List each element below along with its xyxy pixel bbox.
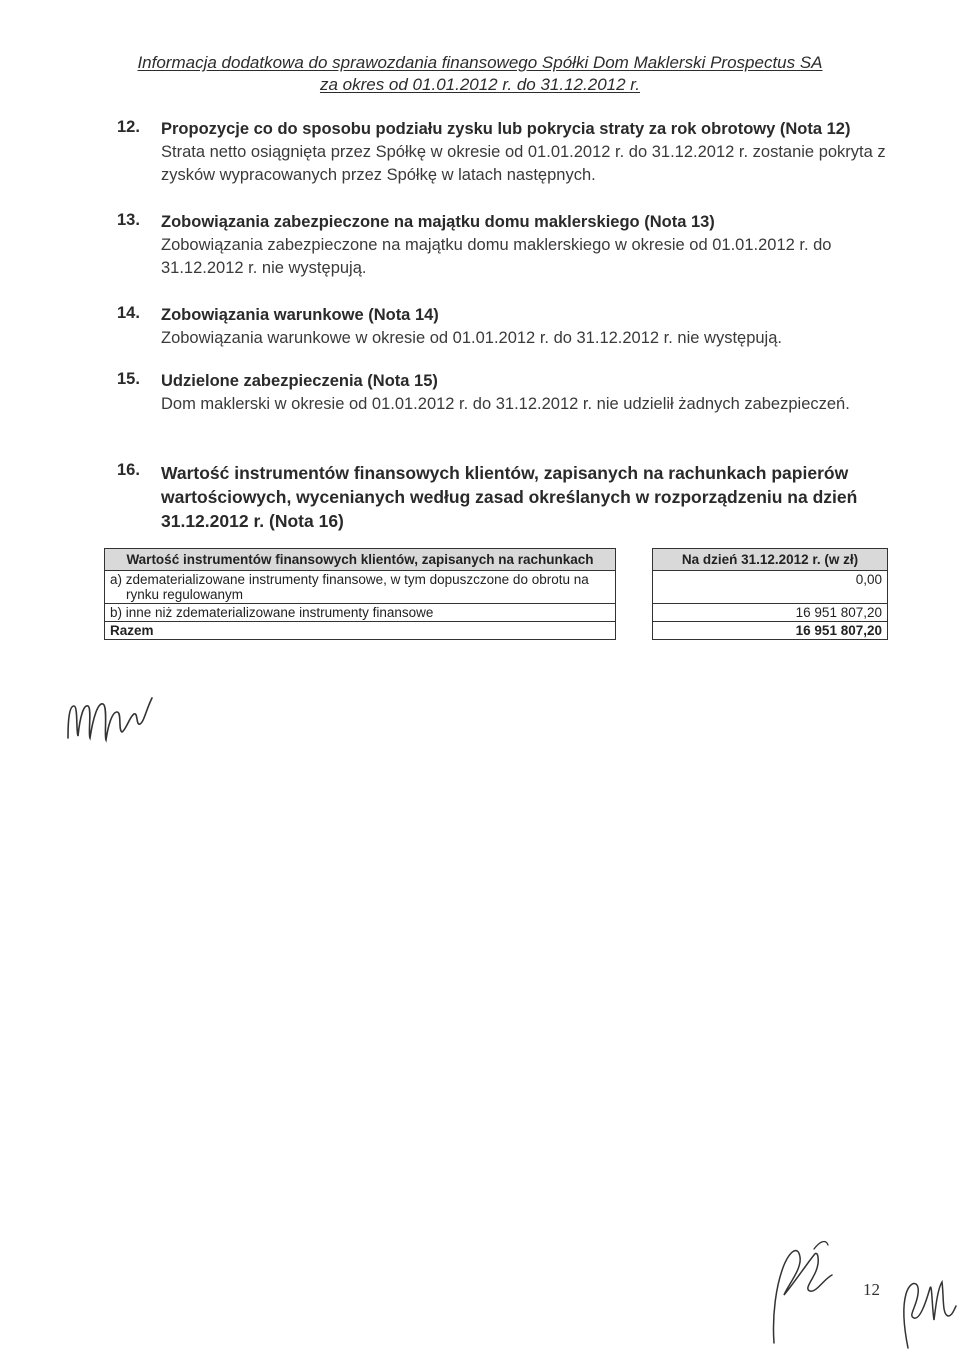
section-number: 13. [117,211,140,229]
section-number: 16. [117,461,140,479]
section-number: 15. [117,370,140,388]
header-line-2: za okres od 01.01.2012 r. do 31.12.2012 r. [319,75,641,94]
row-label: a) zdematerializowane instrumenty finansowe, w tym dopuszczone do obrotu na [110,572,589,587]
section-body: Dom maklerski w okresie od 01.01.2012 r. do 31.12.2012 r. nie udzielił żadnych zabezpieczeń. [161,395,850,413]
row-value: 0,00 [653,571,888,604]
table-header-row [105,549,888,571]
table-row [105,571,888,604]
row-label: b) inne niż zdematerializowane instrumenty finansowe [105,604,616,622]
section-14 [117,304,887,350]
section-number: 14. [117,304,140,322]
table-row [105,604,888,622]
row-value: 16 951 807,20 [653,622,888,640]
section-title: Zobowiązania zabezpieczone na majątku domu maklerskiego (Nota 13) [161,213,715,231]
section-title: Wartość instrumentów finansowych klientów, zapisanych na rachunkach papierów wartościowych, wycenianych według zasad określanych w rozporządzeniu na dzień 31.12.2012 r. (Nota 16) [161,463,858,531]
page-number: 12 [863,1280,880,1299]
table-header-left: Wartość instrumentów finansowych klientów, zapisanych na rachunkach [105,549,616,571]
section-body: Zobowiązania warunkowe w okresie od 01.01.2012 r. do 31.12.2012 r. nie występują. [161,329,782,347]
handwritten-initials-right [890,1268,958,1353]
instruments-table [104,548,888,640]
section-title: Zobowiązania warunkowe (Nota 14) [161,306,439,324]
section-body: Zobowiązania zabezpieczone na majątku domu maklerskiego w okresie od 01.01.2012 r. do 31.12.2012 r. nie występują. [161,236,832,277]
section-15 [117,370,887,416]
section-title: Udzielone zabezpieczenia (Nota 15) [161,372,438,390]
document-header [0,52,960,96]
section-13 [117,211,887,280]
section-title: Propozycje co do sposobu podziału zysku lub pokrycia straty za rok obrotowy (Nota 12) [161,120,851,138]
row-label-continued: rynku regulowanym [126,587,244,602]
handwritten-initials-center [754,1235,854,1350]
section-12 [117,118,887,187]
section-number: 12. [117,118,140,136]
handwritten-signature-left [60,676,170,756]
row-value: 16 951 807,20 [653,604,888,622]
section-16 [117,461,887,533]
header-line-1: Informacja dodatkowa do sprawozdania finansowego Spółki Dom Maklerski Prospectus SA [137,53,823,72]
table-header-right: Na dzień 31.12.2012 r. (w zł) [653,549,888,571]
section-body: Strata netto osiągnięta przez Spółkę w okresie od 01.01.2012 r. do 31.12.2012 r. zostanie pokryta z zysków wypracowanych przez Spółkę w latach następnych. [161,143,886,184]
row-label: Razem [105,622,616,640]
table-row-total [105,622,888,640]
